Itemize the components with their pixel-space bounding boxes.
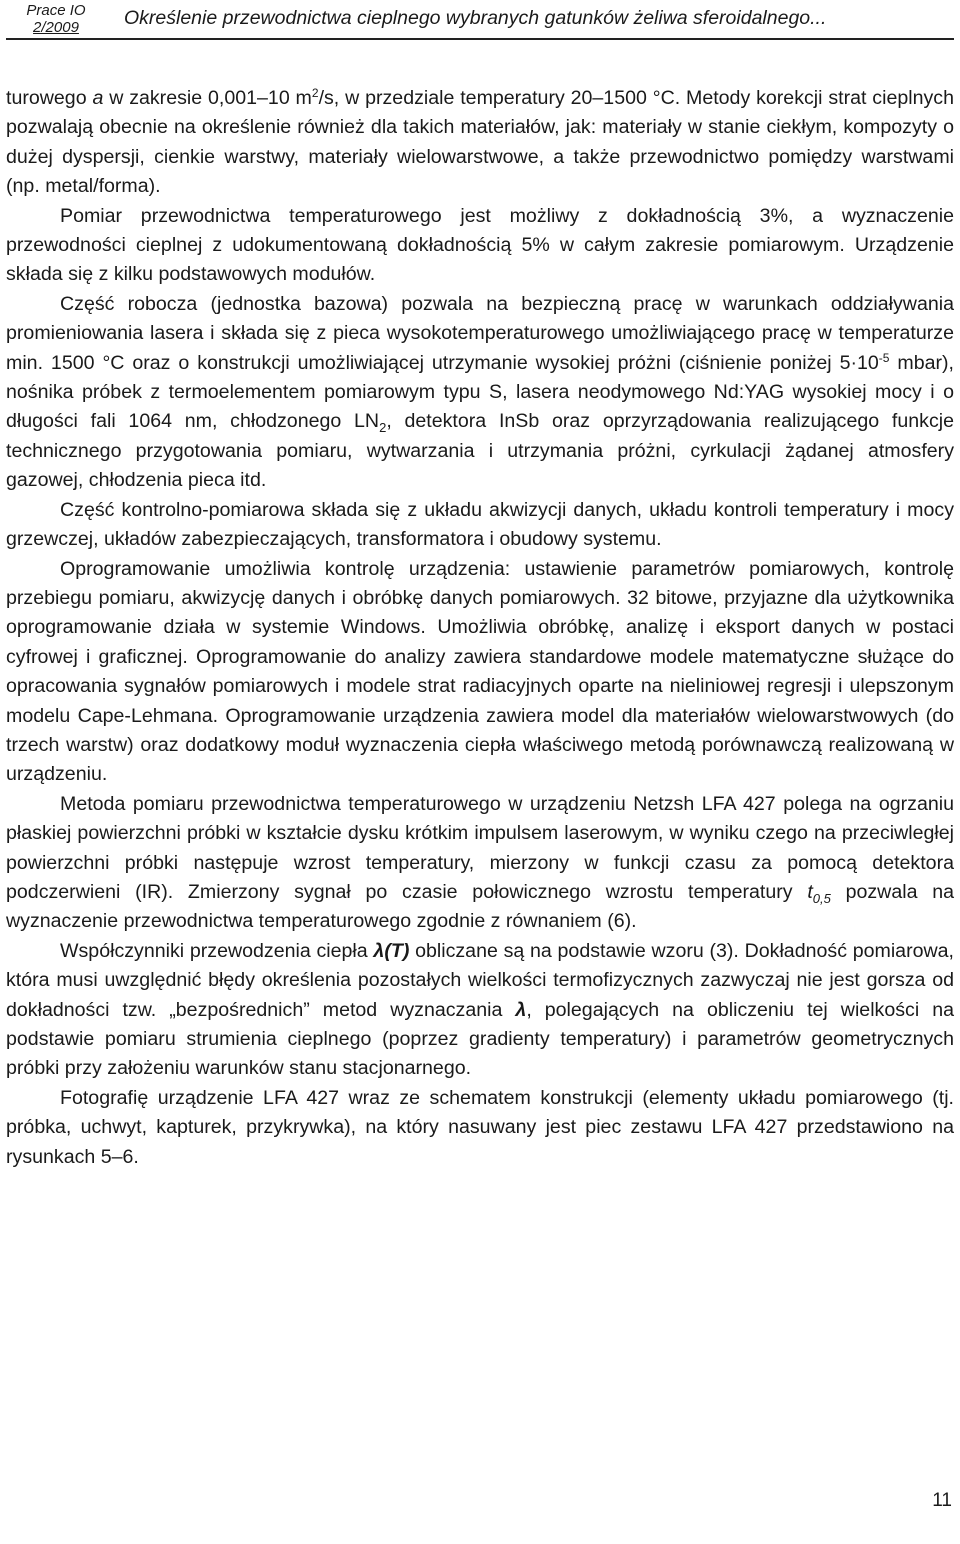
text-run: Współczynniki przewodzenia ciepła [60,939,374,962]
text-run: w zakresie 0,001–10 m [103,87,312,109]
paragraph-1 [6,84,954,202]
symbol-t: t [807,880,813,903]
text-run: turowego [6,87,93,109]
text-run: pozwala na wyznaczenie przewodnictwa temperaturowego zgodnie z równaniem (6). [6,880,955,933]
paragraph-6 [6,790,954,937]
text-run: Metoda pomiaru przewodnictwa temperaturowego w urządzeniu Netzsh LFA 427 polega na ogrzaniu płaskiej powierzchni próbki w kształcie dysku krótkim impulsem laserowym, w wyniku czego na przeciwległej powierzchni próbki następuje wzrost temperatury, mierzony w funkcji czasu za pomocą detektora podczerwieni (IR). Zmierzony sygnał po czasie połowicznego wzrostu temperatury [6,792,954,903]
text-run: mbar), nośnika próbek z termoelementem pomiarowym typu S, lasera neodymowego Nd:YAG wysokiej mocy i o długości fali 1064 nm, chłodzonego LN [6,351,954,433]
text-run: Część robocza (jednostka bazowa) pozwala na bezpieczną pracę w warunkach oddziaływania promieniowania lasera i składa się z pieca wysokotemperaturowego umożliwiającego pracę w temperaturze min. 1500 °C oraz o konstrukcji umożliwiającej utrzymanie wysokiej próżni (ciśnienie poniżej 5·10 [6,292,954,374]
superscript: -5 [878,350,890,365]
paragraph-2: Pomiar przewodnictwa temperaturowego jest możliwy z dokładnością 3%, a wyznaczenie przewodności cieplnej z udokumentowaną dokładnością 5% w całym zakresie pomiarowym. Urządzenie składa się z kilku podstawowych modułów. [6,204,954,286]
paragraph-4: Część kontrolno-pomiarowa składa się z układu akwizycji danych, układu kontroli temperatury i mocy grzewczej, układów zabezpieczających, transformatora i obudowy systemu. [6,498,954,551]
symbol-lambda: λ [515,998,527,1021]
running-title: Określenie przewodnictwa cieplnego wybranych gatunków żeliwa sferoidalnego... [124,7,827,29]
journal-label [6,2,106,36]
text-run: obliczane są na podstawie wzoru (3). Dokładność pomiarowa, która musi uwzględnić błędy określenia pozostałych wielkości termofizycznych zazwyczaj nie jest gorsza od dokładności tzw. „bezpośrednich” metod wyznaczania [6,939,954,1021]
subscript: 2 [379,420,387,436]
journal-name: Prace IO [26,2,86,19]
page-number: 11 [932,1490,952,1511]
journal-issue: 2/2009 [33,19,79,36]
paragraph-8: Fotografię urządzenie LFA 427 wraz ze schematem konstrukcji (elementy układu pomiarowego (tj. próbka, uchwyt, kapturek, przykrywka), na który nasuwany jest piec zestawu LFA 427 przedstawiono na rysunkach 5–6. [6,1086,954,1168]
page-header [6,2,954,40]
symbol-lambda-t: λ(T) [373,939,410,962]
superscript: 2 [311,86,319,100]
text-run: , polegających na obliczeniu tej wielkości na podstawie pomiaru strumienia cieplnego (poprzez gradienty temperatury) i parametrów geometrycznych próbki przy założeniu warunków stanu stacjonarnego. [6,998,954,1080]
symbol-a: a [92,87,104,109]
text-run: , detektora InSb oraz oprzyrządowania realizującego funkcje technicznego przygotowania pomiaru, wytwarzania i utrzymania próżni, cyrkulacji żądanej atmosfery gazowej, chłodzenia pieca itd. [6,410,954,492]
text-run: /s, w przedziale temperatury 20–1500 °C. Metody korekcji strat cieplnych pozwalają obecnie na określenie również dla takich materiałów, jak: materiały w stanie ciekłym, kompozyty o dużej dyspersji, cienkie warstwy, materiały wielowarstwowe, a także przewodnictwo pomiędzy warstwami (np. metal/forma). [6,87,954,198]
paragraph-5: Oprogramowanie umożliwia kontrolę urządzenia: ustawienie parametrów pomiarowych, kontrolę przebiegu pomiaru, akwizycję danych i obróbkę danych pomiarowych. 32 bitowe, przyjazne dla użytkownika oprogramowanie działa w systemie Windows. Umożliwia obróbkę, analizę i eksport danych w postaci cyfrowej i graficznej. Oprogramowanie do analizy zawiera standardowe modele matematyczne służące do opracowania sygnałów pomiarowych i modele strat radiacyjnych oparte na nieliniowej regresji i ulepszonym modelu Cape-Lehmana. Oprogramowanie urządzenia zawiera model dla materiałów wielowarstwowych (do trzech warstw) oraz dodatkowy moduł wyznaczenia ciepła właściwego metodą porównawczą realizowaną w urządzeniu. [6,557,954,786]
paragraph-7 [6,937,954,1084]
subscript: 0,5 [812,890,831,906]
paragraph-3 [6,290,954,496]
article-body [6,84,954,1172]
